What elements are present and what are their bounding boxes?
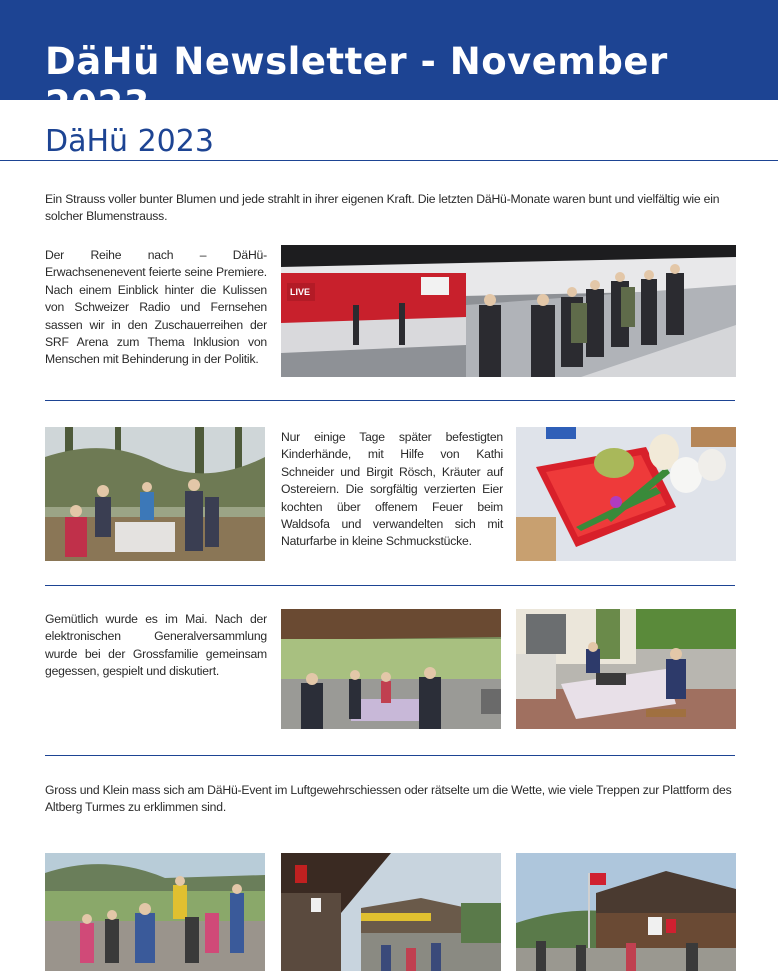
tv-screen-label: LIVE [290, 287, 311, 297]
divider [45, 400, 735, 401]
srf-paragraph: Der Reihe nach – DäHü-Erwachsenenevent feierte seine Premiere. Nach einem Einblick hinter die Kulissen von Schweizer Radio und Fernsehen sassen wir in den Zuschauerreihen der SRF Arena zum Thema Inklusion von Menschen mit Behinderung in der Politik. [45, 248, 267, 367]
intro-paragraph: Ein Strauss voller bunter Blumen und jede strahlt in ihrer eigenen Kraft. Die letzten DäHü-Monate waren bunt und vielfältig wie ein solcher Blumenstrauss. [45, 192, 720, 224]
srf-studio-photo [281, 245, 736, 377]
section-title: DäHü 2023 [45, 124, 214, 159]
newsletter-title: DäHü Newsletter - November 2023 [45, 40, 668, 126]
forest-group-photo [45, 427, 265, 561]
event-paragraph: Gross und Klein mass sich am DäHü-Event im Luftgewehrschiessen oder rätselte um die Wette, wie viele Treppen zur Plattform des Altberg Turmes zu erklimmen sind. [45, 783, 732, 815]
altberg-tower-photo [516, 853, 736, 971]
easter-paragraph: Nur einige Tage später befestigten Kinderhände, mit Hilfe von Kathi Schneider und Birgit Rösch, Kräuter auf Ostereiern. Die sorgfältig verzierten Eier kochten über offenem Feuer beim Waldsofa und verwandelten sich mit Naturfarbe in kleine Schmuckstücke. [281, 430, 503, 549]
section-divider [0, 160, 778, 161]
easter-eggs-photo [516, 427, 736, 561]
chess-table-photo [516, 609, 736, 729]
divider [45, 755, 735, 756]
children-event-photo [45, 853, 265, 971]
shooting-range-photo [281, 853, 501, 971]
may-paragraph: Gemütlich wurde es im Mai. Nach der elektronischen Generalversammlung wurde bei der Grossfamilie gemeinsam gegessen, gespielt und diskutiert. [45, 612, 267, 679]
divider [45, 585, 735, 586]
patio-gathering-photo [281, 609, 501, 729]
